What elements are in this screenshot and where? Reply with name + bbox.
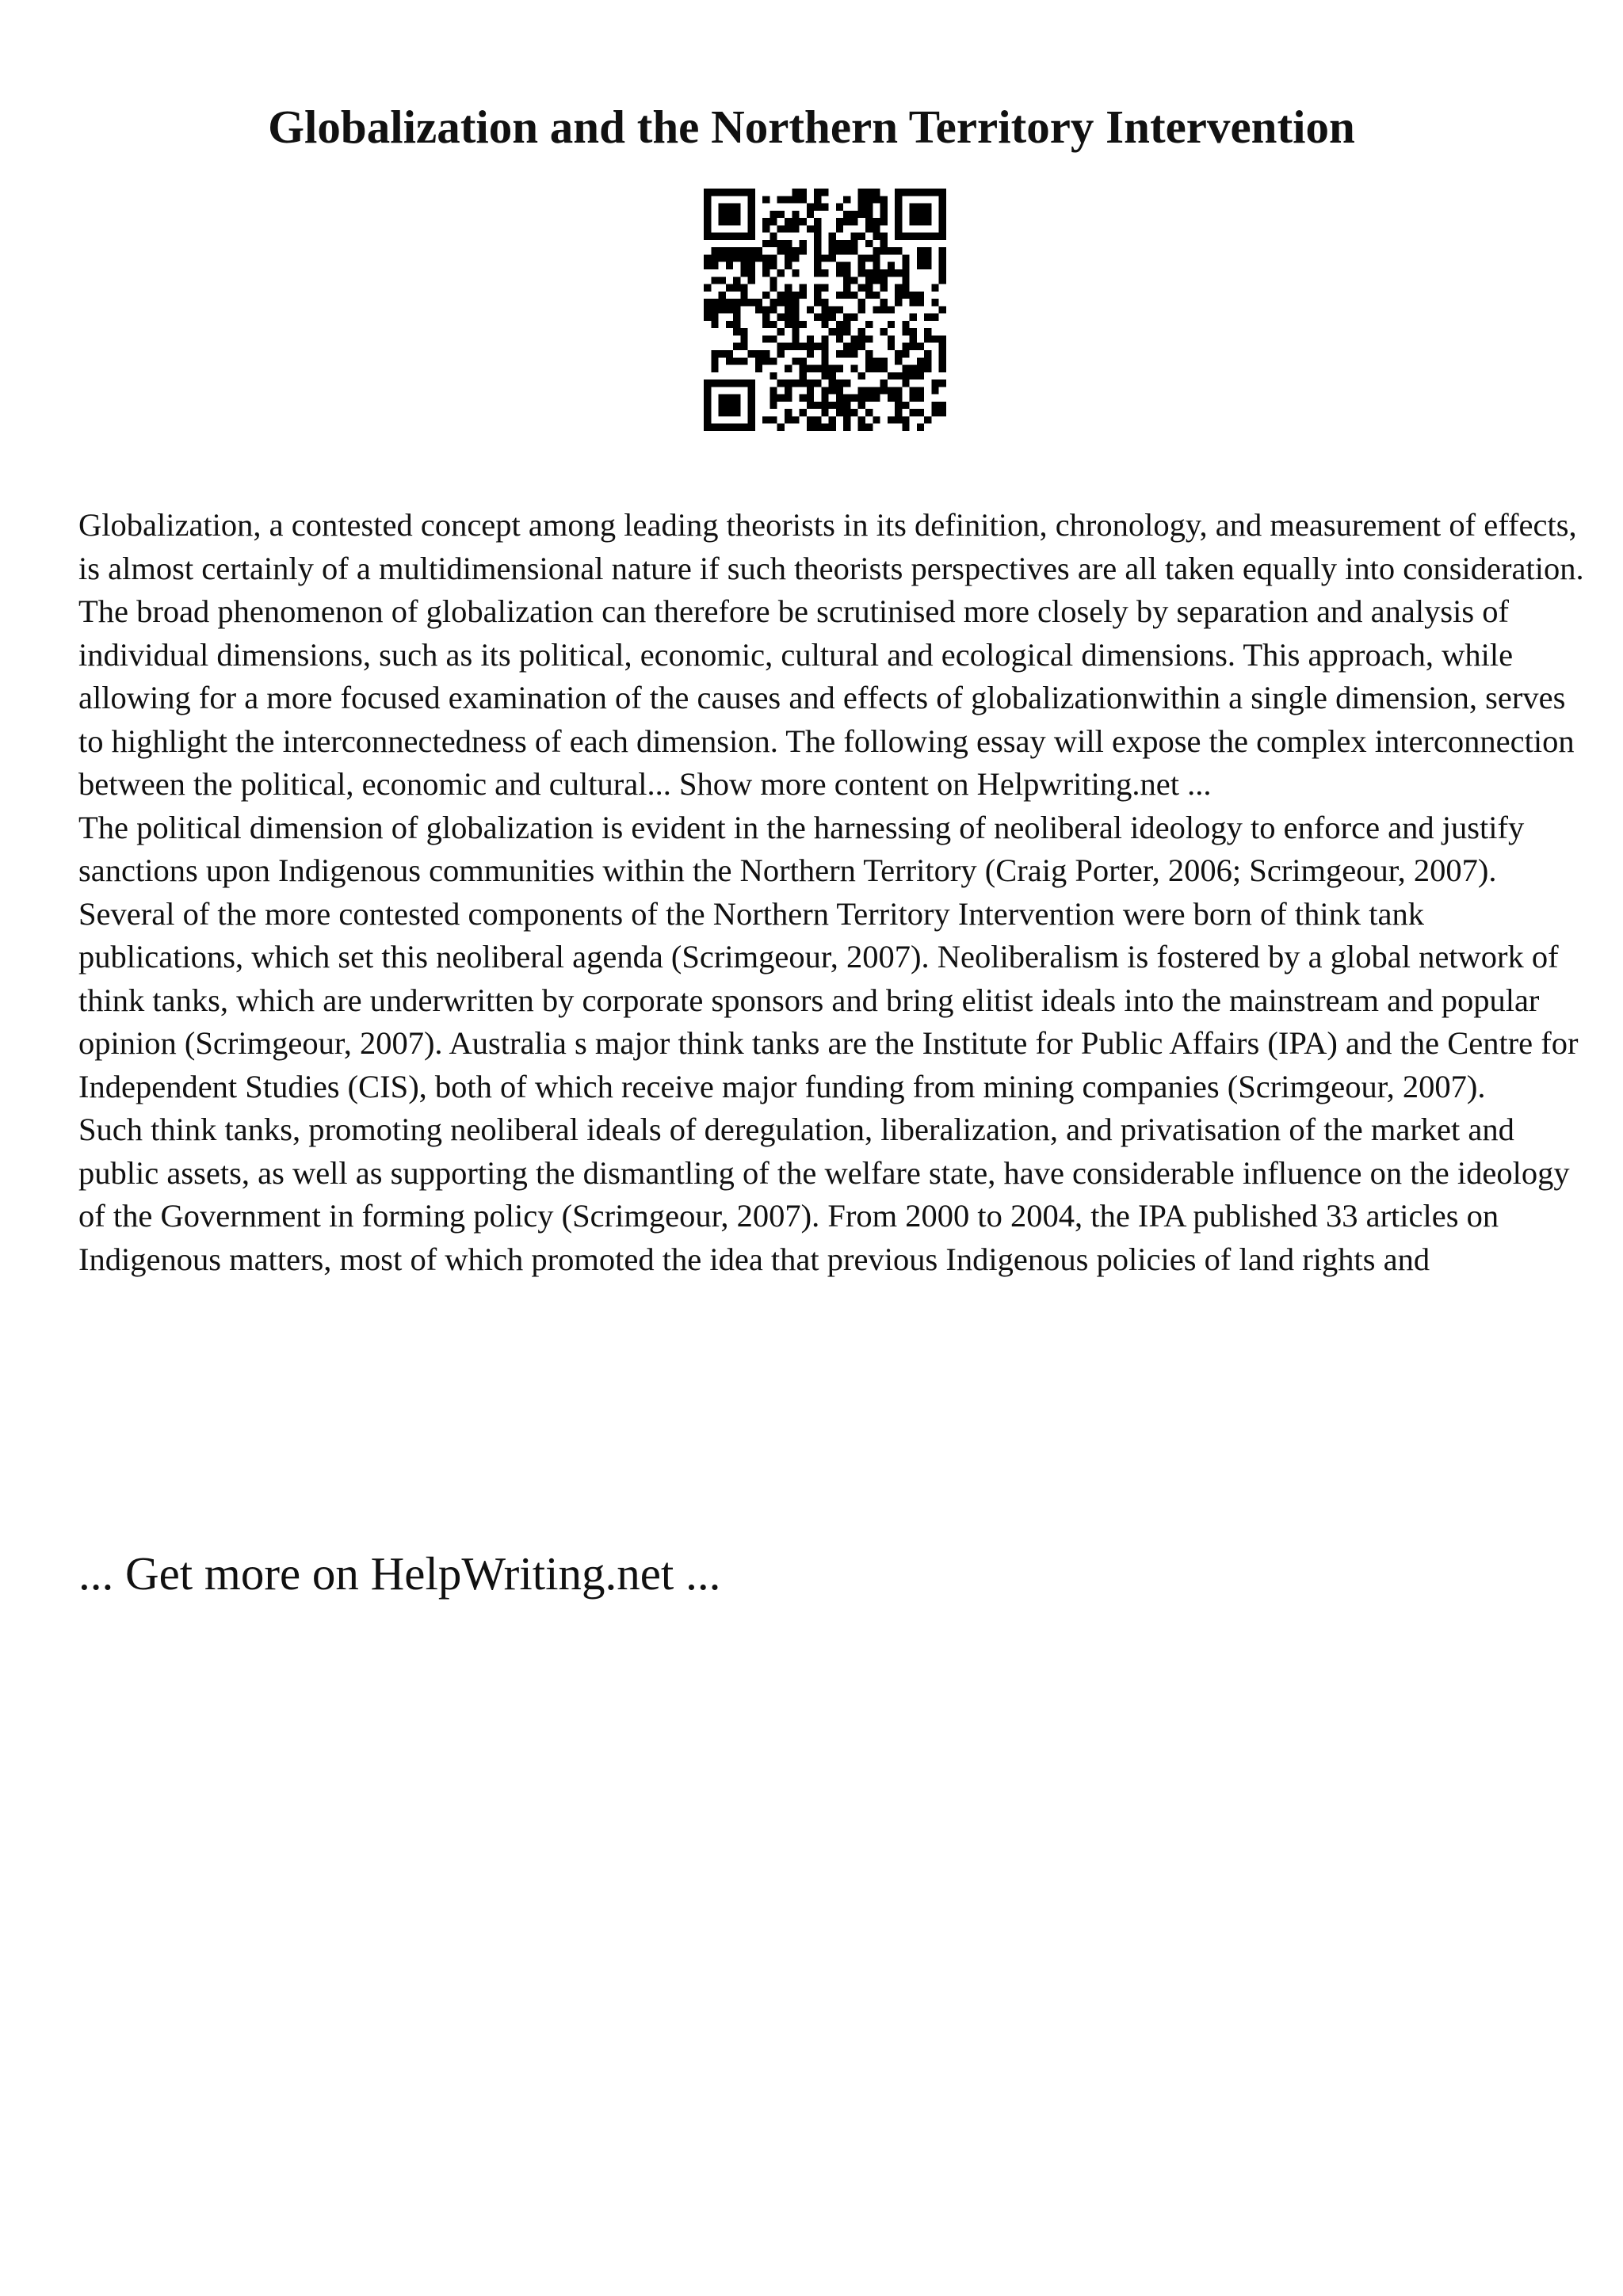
paragraph-2: The political dimension of globalization is evident in the harnessing of neoliberal ideology to enforce and justify sanctions upon Indigenous communities within the Northern Territory (Craig Porter, 2006; Scrimgeour, 2007). Several of the more contested components of the Northern Territory Intervention were born of think tank publications, which set this neoliberal agenda (Scrimgeour, 2007). Neoliberalism is fostered by a global network of think tanks, which are underwritten by corporate sponsors and bring elitist ideals into the mainstream and popular opinion (Scrimgeour, 2007). Australia s major think tanks are the Institute for Public Affairs (IPA) and the Centre for Independent Studies (CIS), both of which receive major funding from mining companies (Scrimgeour, 2007).	[78, 809, 1579, 1104]
paragraph-3: Such think tanks, promoting neoliberal ideals of deregulation, liberalization, and privatisation of the market and public assets, as well as supporting the dismantling of the welfare state, have considerable influence on the ideology of the Government in forming policy (Scrimgeour, 2007). From 2000 to 2004, the IPA published 33 articles on Indigenous matters, most of which promoted the idea that previous Indigenous policies of land rights and	[78, 1112, 1570, 1277]
paragraph-1: Globalization, a contested concept among leading theorists in its definition, chronology, and measurement of effects, is almost certainly of a multidimensional nature if such theorists perspectives are all taken equally into consideration. The broad phenomenon of globalization can therefore be scrutinised more closely by separation and analysis of individual dimensions, such as its political, economic, cultural and ecological dimensions. This approach, while allowing for a more focused examination of the causes and effects of globalizationwithin a single dimension, serves to highlight the interconnectedness of each dimension. The following essay will expose the complex interconnection between the political, economic and cultural... Show more content on Helpwriting.net ...	[78, 507, 1584, 802]
essay-body	[78, 504, 1584, 1281]
qr-code-icon[interactable]	[704, 189, 946, 431]
page-title: Globalization and the Northern Territory Intervention	[268, 101, 1355, 153]
get-more-link[interactable]: ... Get more on HelpWriting.net ...	[78, 1547, 721, 1600]
